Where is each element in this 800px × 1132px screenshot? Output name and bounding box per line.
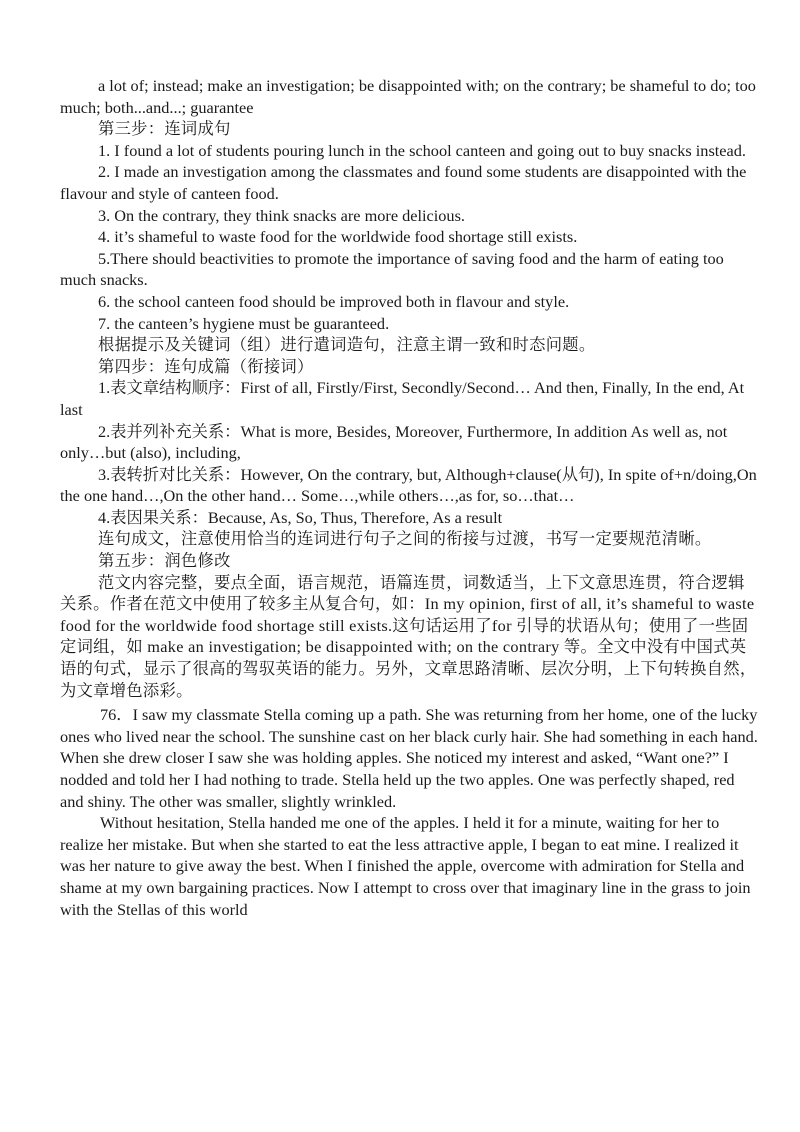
vocabulary-list: a lot of; instead; make an investigation; be disappointed with; on the contrary; be shameful to do; too much; both...and...; guarantee xyxy=(60,76,756,117)
step3-sentence-6: 6. the school canteen food should be improved both in flavour and style. xyxy=(98,291,570,311)
step4-item-2: 2.表并列补充关系：What is more, Besides, Moreover, Furthermore, In addition As well as, not only…but (also), including, xyxy=(60,421,728,463)
step3-note: 根据提示及关键词（组）进行遣词造句，注意主谓一致和时态问题。 xyxy=(98,335,596,355)
step3-sentence-7: 7. the canteen’s hygiene must be guaranteed. xyxy=(98,313,390,333)
step3-sentence-2: 2. I made an investigation among the classmates and found some students are disappointed with the flavour and style of canteen food. xyxy=(60,162,747,203)
step3-heading: 第三步：连词成句 xyxy=(98,119,231,139)
step4-heading: 第四步：连句成篇（衔接词） xyxy=(98,356,314,376)
step4-note: 连句成文，注意使用恰当的连词进行句子之间的衔接与过渡，书写一定要规范清晰。 xyxy=(98,529,712,549)
step4-item-3: 3.表转折对比关系：However, On the contrary, but, Although+clause(从句), In spite of+n/doing,On the one hand…,On the other hand… Some…,while others…,as for, so…that… xyxy=(60,464,757,506)
step3-sentence-1: 1. I found a lot of students pouring lunch in the school canteen and going out to buy snacks instead. xyxy=(98,140,746,160)
step5-heading: 第五步：润色修改 xyxy=(98,551,231,571)
step3-sentence-3: 3. On the contrary, they think snacks are more delicious. xyxy=(98,205,465,225)
step5-paragraph: 范文内容完整，要点全面，语言规范，语篇连贯，词数适当，上下文意思连贯，符合逻辑关系。作者在范文中使用了较多主从复合句，如：In my opinion, first of all, it’s shameful to waste food for the worldwide food shortage still exists.这句话运用了for 引导的状语从句；使用了一些固定词组，如 make an investigation; be disappointed with; on the contrary 等。全文中没有中国式英语的句式，显示了很高的驾驭英语的能力。另外，文章思路清晰、层次分明，上下句转换自然，为文章增色添彩。 xyxy=(60,572,757,700)
step3-sentence-4: 4. it’s shameful to waste food for the worldwide food shortage still exists. xyxy=(98,227,578,247)
question-76-paragraph-2: Without hesitation, Stella handed me one of the apples. I held it for a minute, waiting for her to realize her mistake. But when she started to eat the less attractive apple, I began to eat mine. I realized it was her nature to give away the best. When I finished the apple, overcome with admiration for Stella and shame at my own bargaining practices. Now I attempt to cross over that imaginary line in the grass to join with the Stellas of this world xyxy=(60,813,751,919)
question-76-paragraph-1: 76．I saw my classmate Stella coming up a path. She was returning from her home, one of the lucky ones who lived near the school. The sunshine cast on her black curly hair. She had something in each hand. When she drew closer I saw she was holding apples. She noticed my interest and asked, “Want one?” I nodded and told her I had nothing to trade. Stella held up the two apples. One was perfectly shaped, red and shiny. The other was smaller, slightly wrinkled. xyxy=(60,705,758,811)
step3-sentence-5: 5.There should beactivities to promote the importance of saving food and the harm of eating too much snacks. xyxy=(60,248,724,290)
step4-item-4: 4.表因果关系：Because, As, So, Thus, Therefore, As a result xyxy=(98,507,503,527)
step4-item-1: 1.表文章结构顺序：First of all, Firstly/First, Secondly/Second… And then, Finally, In the end, At last xyxy=(60,378,745,419)
